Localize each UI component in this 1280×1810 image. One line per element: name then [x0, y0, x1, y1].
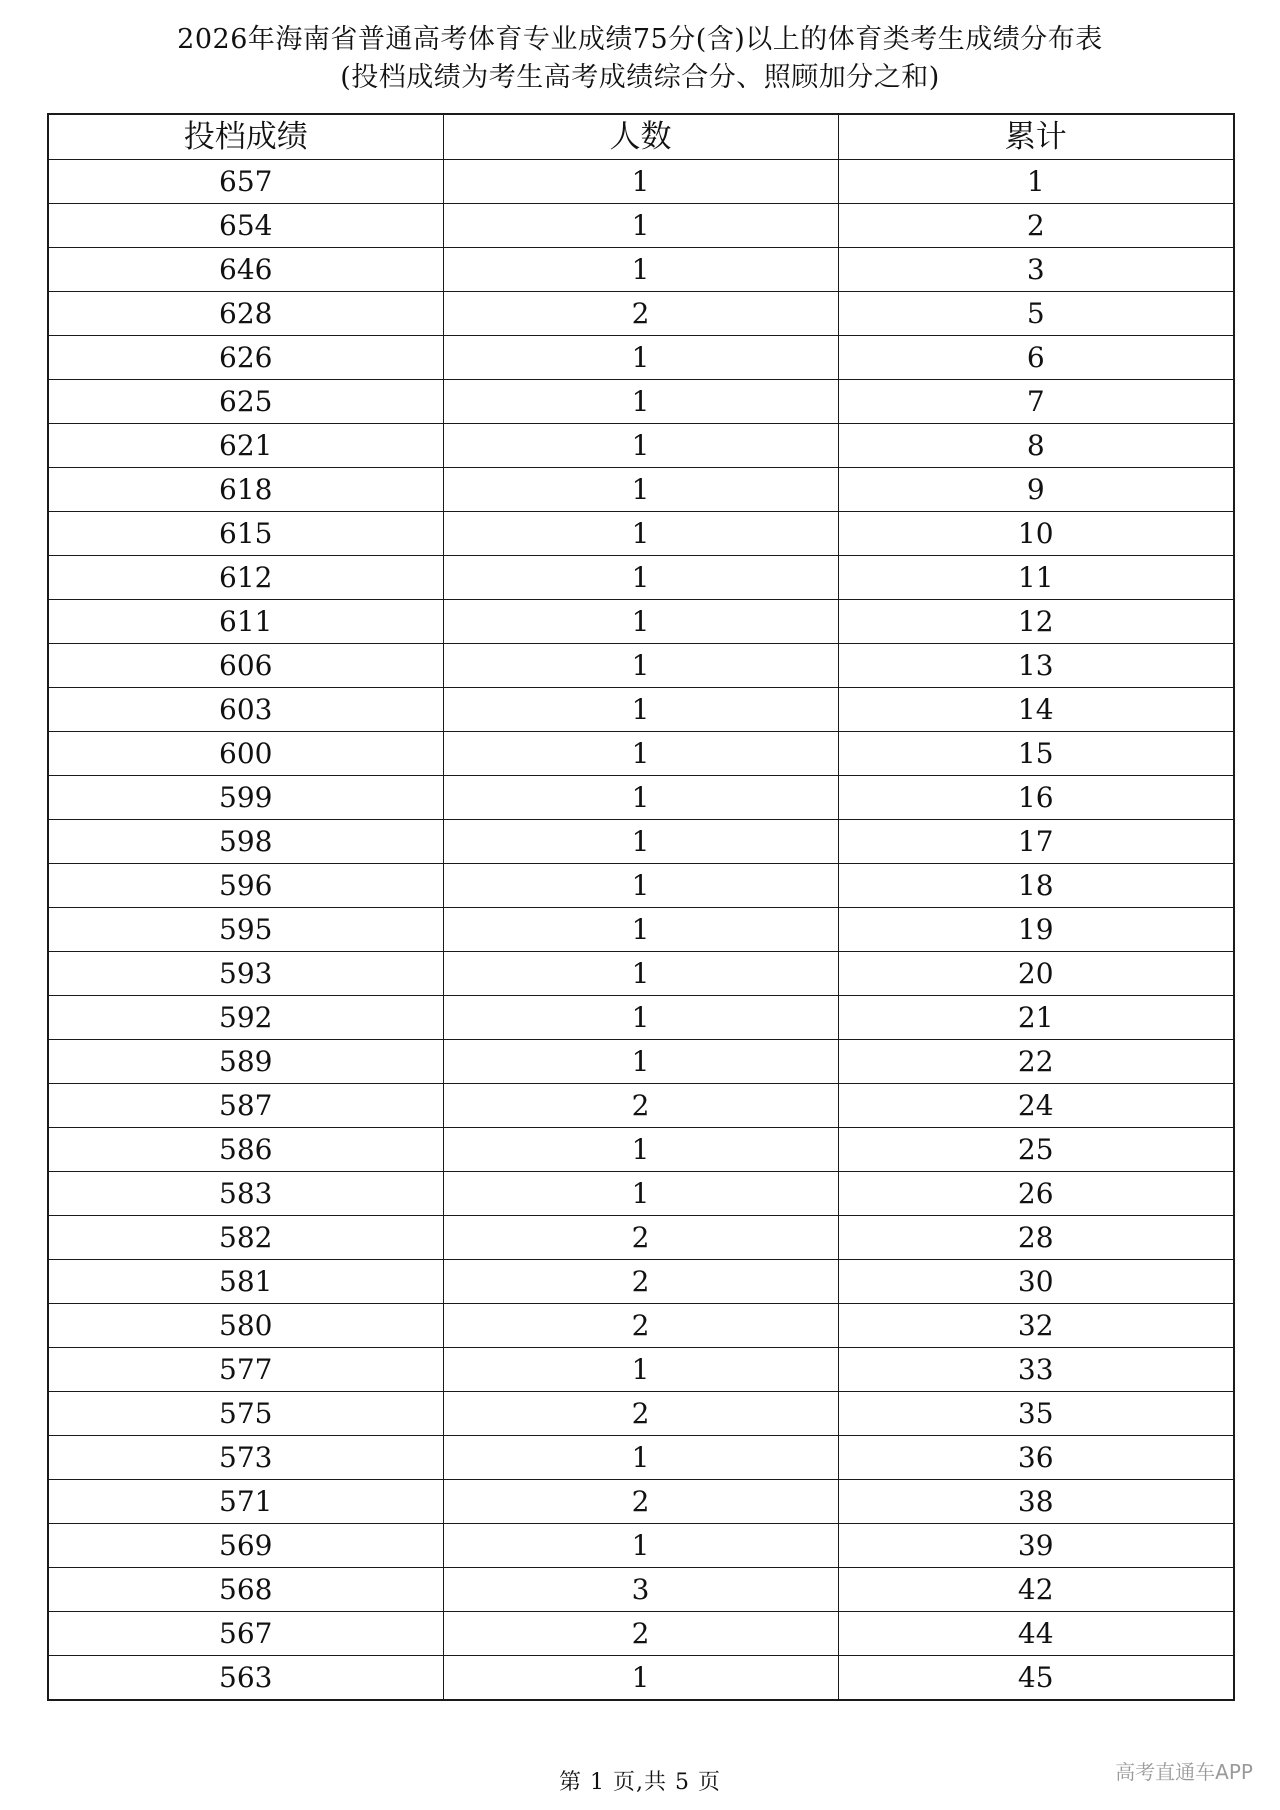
table-row [48, 1260, 1234, 1304]
score-cell: 628 [48, 292, 443, 336]
count-cell: 1 [443, 1436, 838, 1480]
cumulative-cell: 6 [838, 336, 1234, 380]
cumulative-cell: 8 [838, 424, 1234, 468]
score-cell: 621 [48, 424, 443, 468]
score-cell: 654 [48, 204, 443, 248]
cumulative-cell: 18 [838, 864, 1234, 908]
score-cell: 612 [48, 556, 443, 600]
score-cell: 592 [48, 996, 443, 1040]
count-cell: 1 [443, 820, 838, 864]
cumulative-cell: 1 [838, 160, 1234, 204]
table-row [48, 1480, 1234, 1524]
header-score: 投档成绩 [48, 114, 443, 160]
table-row [48, 1568, 1234, 1612]
score-cell: 571 [48, 1480, 443, 1524]
score-cell: 568 [48, 1568, 443, 1612]
count-cell: 1 [443, 864, 838, 908]
cumulative-cell: 7 [838, 380, 1234, 424]
header-cumulative: 累计 [838, 114, 1234, 160]
cumulative-cell: 3 [838, 248, 1234, 292]
cumulative-cell: 11 [838, 556, 1234, 600]
score-distribution-table [47, 113, 1235, 1701]
cumulative-cell: 15 [838, 732, 1234, 776]
score-cell: 600 [48, 732, 443, 776]
table-row [48, 1656, 1234, 1701]
page-number: 第 1 页,共 5 页 [559, 1770, 721, 1795]
score-cell: 646 [48, 248, 443, 292]
cumulative-cell: 42 [838, 1568, 1234, 1612]
score-cell: 611 [48, 600, 443, 644]
score-cell: 569 [48, 1524, 443, 1568]
cumulative-cell: 22 [838, 1040, 1234, 1084]
score-cell: 589 [48, 1040, 443, 1084]
count-cell: 1 [443, 336, 838, 380]
count-cell: 1 [443, 1348, 838, 1392]
count-cell: 1 [443, 644, 838, 688]
cumulative-cell: 12 [838, 600, 1234, 644]
cumulative-cell: 21 [838, 996, 1234, 1040]
count-cell: 1 [443, 952, 838, 996]
count-cell: 2 [443, 1612, 838, 1656]
table-row [48, 1436, 1234, 1480]
table-row [48, 1040, 1234, 1084]
count-cell: 2 [443, 1084, 838, 1128]
table-row [48, 424, 1234, 468]
cumulative-cell: 44 [838, 1612, 1234, 1656]
cumulative-cell: 13 [838, 644, 1234, 688]
cumulative-cell: 39 [838, 1524, 1234, 1568]
count-cell: 2 [443, 292, 838, 336]
table-row [48, 1304, 1234, 1348]
count-cell: 1 [443, 600, 838, 644]
header-count: 人数 [443, 114, 838, 160]
count-cell: 2 [443, 1392, 838, 1436]
table-row [48, 688, 1234, 732]
count-cell: 1 [443, 556, 838, 600]
cumulative-cell: 2 [838, 204, 1234, 248]
score-cell: 596 [48, 864, 443, 908]
cumulative-cell: 5 [838, 292, 1234, 336]
score-cell: 603 [48, 688, 443, 732]
score-cell: 618 [48, 468, 443, 512]
table-row [48, 292, 1234, 336]
score-cell: 615 [48, 512, 443, 556]
cumulative-cell: 9 [838, 468, 1234, 512]
count-cell: 2 [443, 1304, 838, 1348]
count-cell: 1 [443, 468, 838, 512]
score-cell: 586 [48, 1128, 443, 1172]
count-cell: 1 [443, 424, 838, 468]
count-cell: 1 [443, 1128, 838, 1172]
table-row [48, 512, 1234, 556]
score-cell: 593 [48, 952, 443, 996]
cumulative-cell: 17 [838, 820, 1234, 864]
count-cell: 1 [443, 1656, 838, 1701]
cumulative-cell: 19 [838, 908, 1234, 952]
table-row [48, 820, 1234, 864]
table-row [48, 1172, 1234, 1216]
table-header-row [48, 114, 1234, 160]
count-cell: 1 [443, 1040, 838, 1084]
document-title: 2026年海南省普通高考体育专业成绩75分(含)以上的体育类考生成绩分布表 [177, 24, 1103, 55]
table-row [48, 1392, 1234, 1436]
table-row [48, 380, 1234, 424]
table-row [48, 1524, 1234, 1568]
table-row [48, 1128, 1234, 1172]
cumulative-cell: 14 [838, 688, 1234, 732]
table-row [48, 996, 1234, 1040]
cumulative-cell: 30 [838, 1260, 1234, 1304]
count-cell: 3 [443, 1568, 838, 1612]
watermark: 高考直通车APP [1115, 1760, 1253, 1784]
table-row [48, 1612, 1234, 1656]
count-cell: 1 [443, 204, 838, 248]
table-row [48, 160, 1234, 204]
count-cell: 1 [443, 908, 838, 952]
score-cell: 595 [48, 908, 443, 952]
score-cell: 580 [48, 1304, 443, 1348]
table-row [48, 336, 1234, 380]
score-cell: 625 [48, 380, 443, 424]
table-row [48, 1216, 1234, 1260]
table-row [48, 1348, 1234, 1392]
score-cell: 598 [48, 820, 443, 864]
score-cell: 626 [48, 336, 443, 380]
table-row [48, 1084, 1234, 1128]
count-cell: 2 [443, 1480, 838, 1524]
table-row [48, 556, 1234, 600]
score-cell: 573 [48, 1436, 443, 1480]
cumulative-cell: 28 [838, 1216, 1234, 1260]
table-row [48, 468, 1234, 512]
count-cell: 1 [443, 160, 838, 204]
cumulative-cell: 26 [838, 1172, 1234, 1216]
count-cell: 2 [443, 1260, 838, 1304]
score-cell: 606 [48, 644, 443, 688]
score-cell: 567 [48, 1612, 443, 1656]
table-row [48, 776, 1234, 820]
count-cell: 1 [443, 688, 838, 732]
score-cell: 577 [48, 1348, 443, 1392]
count-cell: 1 [443, 1524, 838, 1568]
table-row [48, 204, 1234, 248]
table-row [48, 644, 1234, 688]
score-cell: 657 [48, 160, 443, 204]
count-cell: 1 [443, 732, 838, 776]
count-cell: 1 [443, 1172, 838, 1216]
score-cell: 599 [48, 776, 443, 820]
cumulative-cell: 10 [838, 512, 1234, 556]
count-cell: 1 [443, 996, 838, 1040]
count-cell: 1 [443, 380, 838, 424]
cumulative-cell: 33 [838, 1348, 1234, 1392]
count-cell: 2 [443, 1216, 838, 1260]
score-cell: 583 [48, 1172, 443, 1216]
table-row [48, 248, 1234, 292]
cumulative-cell: 36 [838, 1436, 1234, 1480]
score-cell: 582 [48, 1216, 443, 1260]
table-row [48, 600, 1234, 644]
cumulative-cell: 45 [838, 1656, 1234, 1701]
cumulative-cell: 38 [838, 1480, 1234, 1524]
count-cell: 1 [443, 512, 838, 556]
cumulative-cell: 20 [838, 952, 1234, 996]
score-cell: 581 [48, 1260, 443, 1304]
table-row [48, 952, 1234, 996]
table-row [48, 908, 1234, 952]
cumulative-cell: 24 [838, 1084, 1234, 1128]
score-cell: 563 [48, 1656, 443, 1701]
score-cell: 575 [48, 1392, 443, 1436]
cumulative-cell: 35 [838, 1392, 1234, 1436]
score-cell: 587 [48, 1084, 443, 1128]
table-row [48, 864, 1234, 908]
count-cell: 1 [443, 776, 838, 820]
count-cell: 1 [443, 248, 838, 292]
cumulative-cell: 16 [838, 776, 1234, 820]
table-row [48, 732, 1234, 776]
table-body [48, 160, 1234, 1701]
cumulative-cell: 32 [838, 1304, 1234, 1348]
cumulative-cell: 25 [838, 1128, 1234, 1172]
document-subtitle: (投档成绩为考生高考成绩综合分、照顾加分之和) [340, 62, 940, 93]
